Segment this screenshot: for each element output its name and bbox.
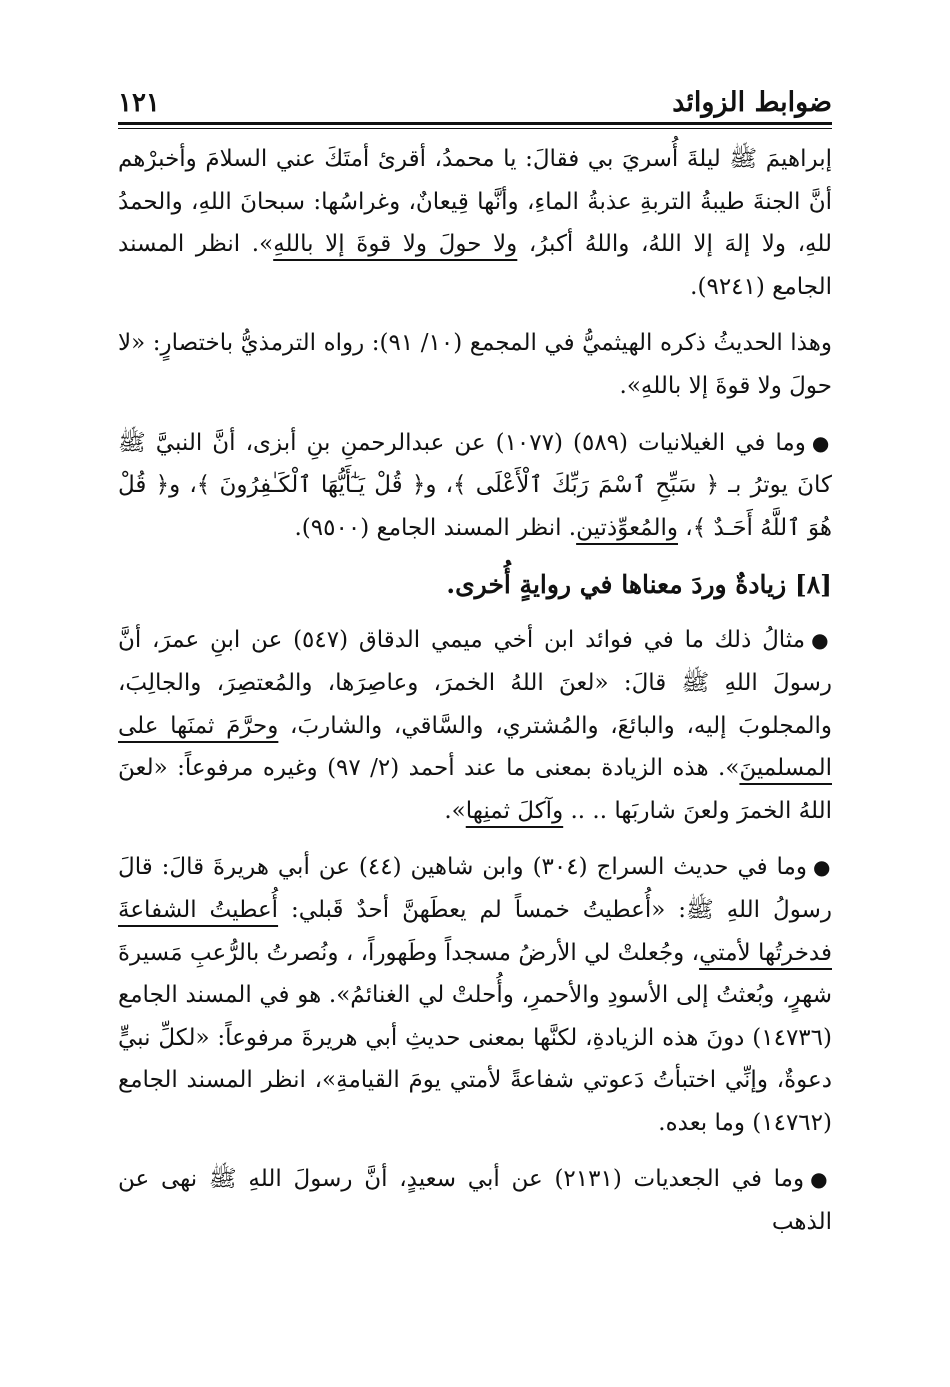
underlined-phrase: أُعطيتُ الشفاعةَ فدخرتُها لأمتي: [118, 896, 832, 966]
paragraph-3: ●وما في الغيلانيات (٥٨٩) (١٠٧٧) عن عبدالرحمنِ بنِ أبزى، أنَّ النبيَّ ﷺ كانَ يوترُ بـ ﴿ سَبِّحِ ٱسْمَ رَبِّكَ ٱلْأَعْلَى ﴾، و﴿ قُلْ يَـٰٓأَيُّهَا ٱلْكَـٰفِرُونَ ﴾، و﴿ قُلْ هُوَ ٱللَّهُ أَحَـدٌ ﴾، والمُعوِّذتين. انظر المسند الجامع (٩٥٠٠).: [118, 429, 833, 541]
bullet-icon: ●: [812, 855, 833, 880]
page-number: ١٢١: [118, 88, 160, 118]
bullet-icon: ●: [810, 1167, 833, 1192]
paragraph-1: إبراهيمَ ﷺ ليلةَ أُسريَ بي فقالَ: يا محمدُ، أقرئ أمتَكَ عني السلامَ وأخبرْهم أنَّ الجنةَ طيبةُ التربةِ عذبةُ الماءِ، وأنَّها قِيعانٌ، وغراسُها: سبحانَ اللهِ، والحمدُ للهِ، ولا إلهَ إلا اللهُ، واللهُ أكبرُ، ولا حولَ ولا قوةَ إلا باللهِ». انظر المسند الجامع (٩٢٤١).: [118, 146, 832, 300]
running-header: [118, 78, 832, 118]
bullet-icon: ●: [811, 628, 832, 653]
page-body: [118, 138, 832, 1287]
section-heading: [٨] زيادةٌ وردَ معناها في روايةٍ أُخرى.: [446, 570, 832, 600]
paragraph-6: ●وما في الجعديات (٢١٣١) عن أبي سعيدٍ، أنَّ رسولَ اللهِ ﷺ نهى عن الذهب: [118, 1166, 833, 1236]
paragraph-2: وهذا الحديثُ ذكره الهيثميُّ في المجمع (١٠/ ٩١): رواه الترمذيُّ باختصارٍ: «لا حولَ ولا قوةَ إلا باللهِ».: [118, 330, 832, 399]
underlined-phrase: وآكلَ ثمنِها: [465, 797, 564, 824]
bullet-icon: ●: [811, 430, 833, 455]
paragraph-5: ●وما في حديث السراج (٣٠٤) وابن شاهين (٤٤) عن أبي هريرةَ قالَ: قالَ رسولُ اللهِ ﷺ: «أُعطيتُ خمساً لم يعطَهنَّ أحدٌ قَبلي: أُعطيتُ الشفاعةَ فدخرتُها لأمتي، وجُعلتْ لي الأرضُ مسجداً وطَهوراً، ، ونُصرتُ بالرُّعبِ مَسيرةَ شهرٍ، وبُعثتُ إلى الأسودِ والأحمرِ، وأُحلتْ لي الغنائمُ». هو في المسند الجامع (١٤٧٣٦) دونَ هذه الزيادةِ، لكنَّها بمعنى حديثِ أبي هريرةَ مرفوعاً: «لكلِّ نبيٍّ دعوةٌ، وإنِّي اختبأتُ دَعوتي شفاعةً لأمتي يومَ القيامةِ»، انظر المسند الجامع (١٤٧٦٢) وما بعده.: [118, 854, 833, 1136]
header-rule-thin: [118, 128, 832, 129]
header-title: ضوابط الزوائد: [672, 87, 832, 118]
underlined-phrase: ولا حولَ ولا قوةَ إلا باللهِ: [273, 231, 518, 258]
underlined-phrase: والمُعوِّذتين: [576, 514, 678, 541]
paragraph-4: ●مثالُ ذلك ما في فوائد ابن أخي ميمي الدقاق (٥٤٧) عن ابنِ عمرَ، أنَّ رسولَ اللهِ ﷺ قالَ: «لعنَ اللهُ الخمرَ، وعاصِرَها، والمُعتصِرَ، والجالِبَ، والمجلوبَ إليه، والبائعَ، والمُشتري، والسَّاقي، والشاربَ، وحرَّمَ ثمنَها على المسلمينَ». هذه الزيادة بمعنى ما عند أحمد (٢/ ٩٧) وغيره مرفوعاً: «لعنَ اللهُ الخمرَ ولعنَ شاربَها .. .. وآكلَ ثمنِها».: [118, 627, 832, 824]
underlined-phrase: وحرَّمَ ثمنَها على المسلمينَ: [118, 712, 832, 782]
header-rule-thick: [118, 122, 832, 125]
